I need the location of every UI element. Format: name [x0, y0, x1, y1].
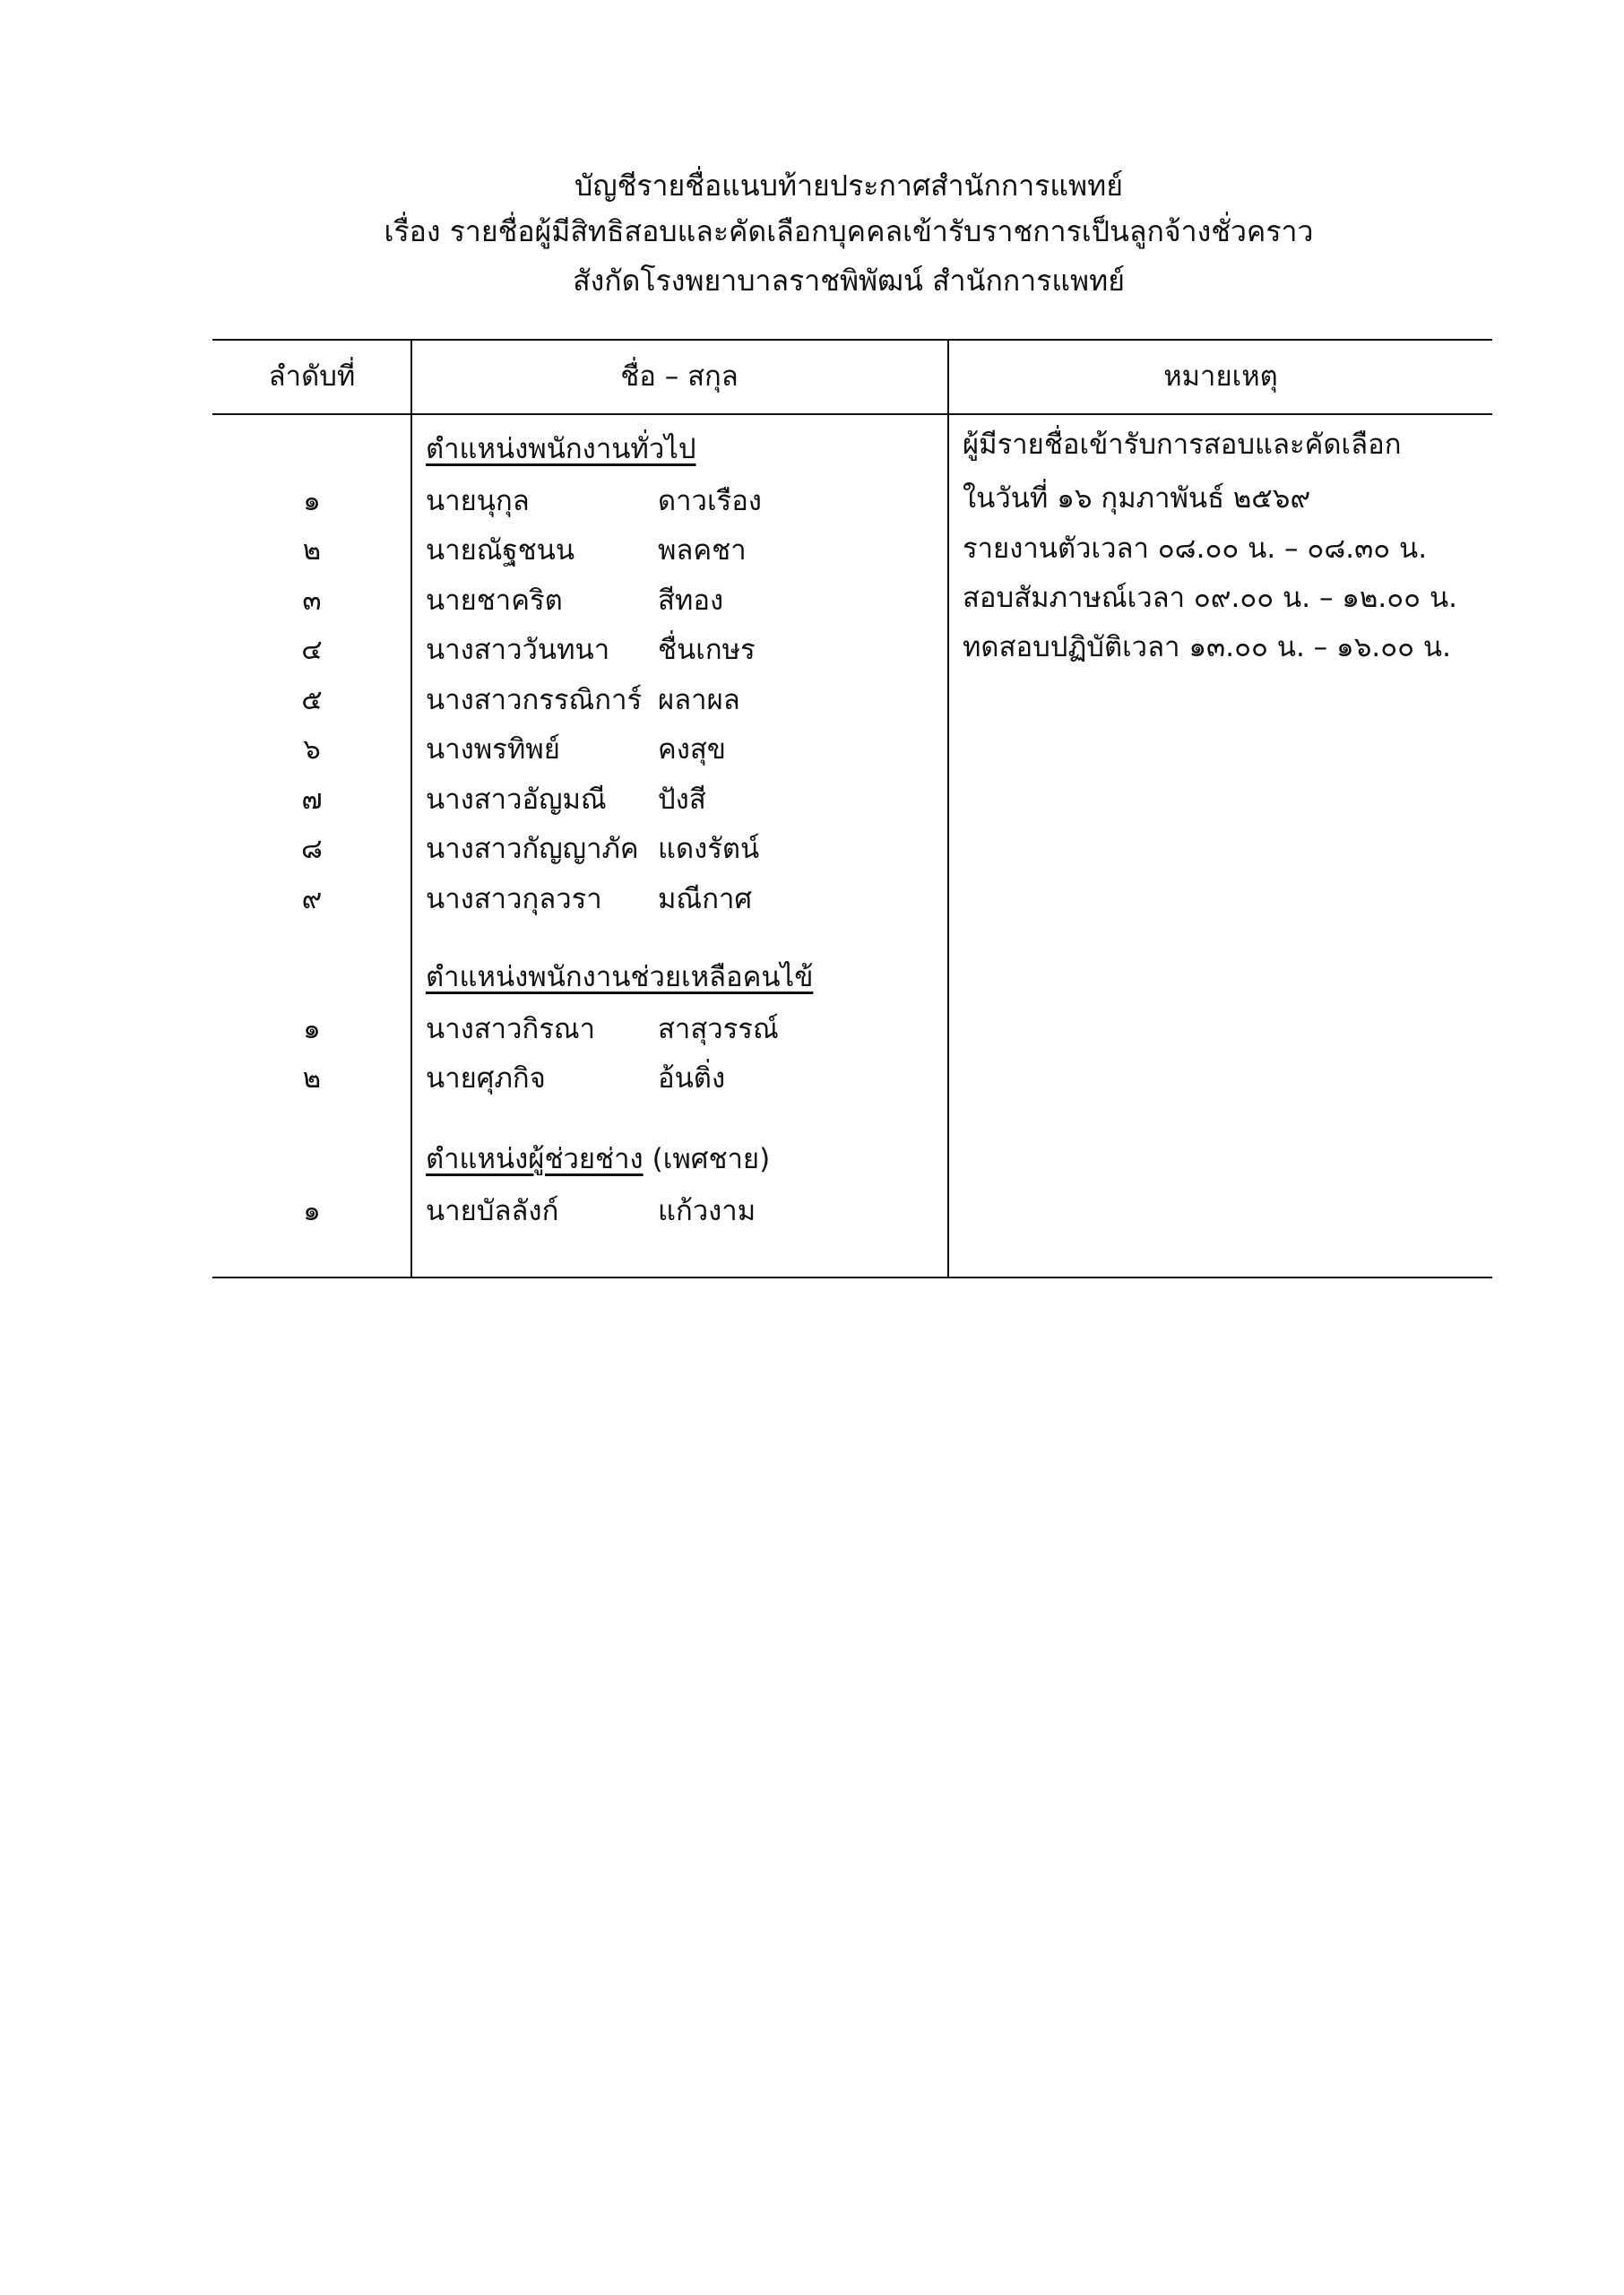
header-number: ลำดับที่ — [268, 360, 356, 393]
last-name: ผลาผล — [658, 683, 740, 716]
table-header-border — [212, 413, 1492, 415]
remark-line: ผู้มีรายชื่อเข้ารับการสอบและคัดเลือก — [963, 429, 1402, 461]
section-title: ตำแหน่งพนักงานช่วยเหลือคนไข้ — [426, 961, 814, 993]
row-number: ๗ — [301, 783, 323, 816]
document-subject: เรื่อง รายชื่อผู้มีสิทธิสอบและคัดเลือกบุคคลเข้ารับราชการเป็นลูกจ้างชั่วคราว — [384, 214, 1314, 248]
first-name: นายณัฐชนน — [426, 534, 575, 567]
last-name: คงสุข — [658, 733, 726, 766]
row-number: ๘ — [301, 833, 323, 865]
first-name: นางพรทิพย์ — [426, 733, 560, 766]
first-name: นางสาวอัญมณี — [426, 783, 607, 816]
first-name: นางสาววันทนา — [426, 634, 610, 666]
first-name: นายชาคริต — [426, 584, 563, 617]
row-number: ๙ — [301, 882, 323, 915]
first-name: นางสาวกุลวรา — [426, 882, 602, 915]
section-title: ตำแหน่งพนักงานทั่วไป — [426, 433, 696, 465]
last-name: ดาวเรือง — [658, 484, 762, 517]
first-name: นายนุกุล — [426, 484, 530, 517]
last-name: มณีกาศ — [658, 882, 753, 915]
first-name: นางสาวกิรณา — [426, 1012, 596, 1045]
row-number: ๔ — [301, 634, 323, 666]
first-name: นายศุภกิจ — [426, 1062, 546, 1095]
remark-line: ในวันที่ ๑๖ กุมภาพันธ์ ๒๕๖๙ — [963, 482, 1311, 515]
section-heading — [426, 431, 705, 467]
table-top-border — [212, 339, 1492, 341]
header-name: ชื่อ – สกุล — [620, 360, 739, 393]
row-number: ๒ — [302, 534, 322, 567]
row-number: ๑ — [303, 484, 321, 517]
first-name: นางสาวกัญญาภัค — [426, 833, 639, 865]
last-name: แดงรัตน์ — [658, 833, 760, 865]
document-title: บัญชีรายชื่อแนบท้ายประกาศสำนักการแพทย์ — [574, 169, 1123, 203]
row-number: ๕ — [301, 683, 323, 716]
first-name: นายบัลลังก์ — [426, 1194, 559, 1227]
column-divider — [947, 341, 949, 1278]
section-heading — [426, 959, 822, 995]
header-remark: หมายเหตุ — [1163, 360, 1278, 393]
row-number: ๖ — [303, 733, 321, 766]
row-number: ๓ — [302, 584, 322, 617]
row-number: ๑ — [303, 1012, 321, 1045]
last-name: พลคชา — [658, 534, 747, 567]
last-name: แก้วงาม — [658, 1194, 756, 1227]
remark-line: สอบสัมภาษณ์เวลา ๐๙.๐๐ น. – ๑๒.๐๐ น. — [963, 582, 1458, 614]
document-affiliation: สังกัดโรงพยาบาลราชพิพัฒน์ สำนักการแพทย์ — [573, 264, 1125, 298]
section-note: (เพศชาย) — [652, 1143, 771, 1175]
remark-line: ทดสอบปฏิบัติเวลา ๑๓.๐๐ น. – ๑๖.๐๐ น. — [963, 631, 1451, 663]
section-title: ตำแหน่งผู้ช่วยช่าง — [426, 1143, 644, 1175]
row-number: ๒ — [302, 1062, 322, 1095]
section-heading — [426, 1141, 770, 1177]
table-bottom-border — [212, 1277, 1492, 1278]
last-name: ชื่นเกษร — [658, 634, 756, 666]
last-name: สาสุวรรณ์ — [658, 1012, 779, 1045]
last-name: สีทอง — [658, 584, 724, 617]
first-name: นางสาวกรรณิการ์ — [426, 683, 643, 716]
row-number: ๑ — [303, 1194, 321, 1227]
last-name: ปังสี — [658, 783, 706, 816]
remark-line: รายงานตัวเวลา ๐๘.๐๐ น. – ๐๘.๓๐ น. — [963, 533, 1428, 565]
last-name: อ้นติ่ง — [658, 1062, 726, 1095]
